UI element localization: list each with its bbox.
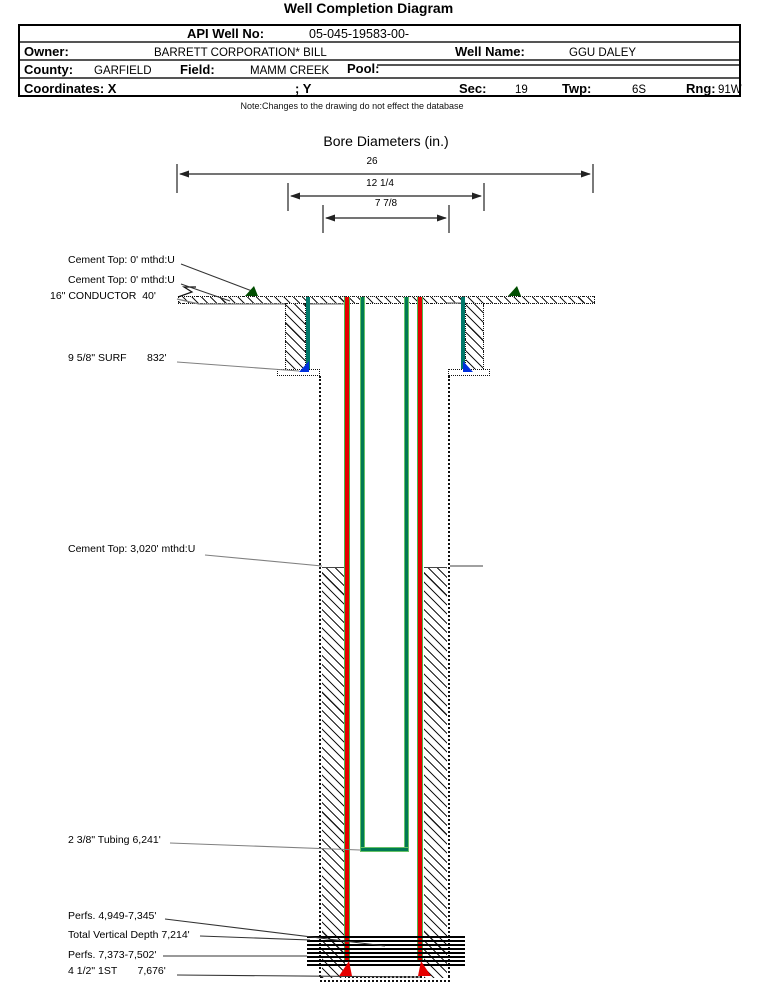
- perforation-bar: [307, 944, 465, 946]
- twp-value: 6S: [632, 84, 647, 96]
- cement-top-marker-icon: [508, 286, 521, 296]
- county-value: GARFIELD: [94, 65, 152, 77]
- surface-shoe-step-left: [277, 369, 320, 376]
- perforation-bar: [307, 956, 465, 958]
- owner-label: Owner:: [24, 44, 69, 59]
- arrowhead-icon: [472, 193, 482, 200]
- perforation-bar: [307, 948, 465, 950]
- arrowhead-icon: [437, 215, 447, 222]
- annotation-production-casing: 4 1/2" 1ST 7,676': [68, 965, 166, 977]
- perforation-bar: [307, 940, 465, 942]
- arrowhead-icon: [290, 193, 300, 200]
- surface-shoe-step-right: [448, 369, 490, 376]
- annotation-tvd: Total Vertical Depth 7,214': [68, 929, 190, 941]
- annotation-conductor: 16" CONDUCTOR 40': [50, 290, 156, 302]
- note-text: Note:Changes to the drawing do not effect the database: [240, 101, 464, 111]
- tubing-bottom: [360, 847, 409, 852]
- perforation-bar: [307, 960, 465, 962]
- bore-diameters-title: Bore Diameters (in.): [323, 133, 449, 149]
- tubing-right: [404, 297, 409, 852]
- production-cement-left: [322, 567, 345, 978]
- borehole-wall-right: [448, 376, 450, 977]
- rng-value: 91W: [718, 84, 742, 96]
- page-title: Well Completion Diagram: [283, 0, 454, 16]
- rng-label: Rng:: [686, 81, 716, 96]
- tubing-left: [360, 297, 365, 852]
- annotation-perfs-upper: Perfs. 4,949-7,345': [68, 910, 157, 922]
- production-casing-right: [417, 297, 423, 962]
- bore-dim-7-7-8: 7 7/8: [374, 198, 398, 209]
- field-label: Field:: [180, 62, 215, 77]
- header-table: [18, 24, 741, 97]
- bore-dim-26: 26: [366, 156, 378, 167]
- row-divider: [20, 41, 739, 43]
- annotation-surface-casing: 9 5/8" SURF 832': [68, 352, 167, 364]
- api-well-no-label: API Well No:: [187, 26, 265, 41]
- annotation-cement-top-surface: Cement Top: 0' mthd:U: [68, 274, 175, 286]
- perforation-bar: [307, 936, 465, 938]
- leader-cement-top-3020: [205, 555, 322, 566]
- pool-underline: [377, 64, 739, 66]
- annotation-perfs-lower: Perfs. 7,373-7,502': [68, 949, 157, 961]
- county-label: County:: [24, 62, 74, 77]
- sec-label: Sec:: [459, 81, 487, 96]
- sec-value: 19: [515, 84, 528, 96]
- field-value: MAMM CREEK: [250, 65, 330, 77]
- well-name-value: GGU DALEY: [569, 47, 637, 59]
- twp-label: Twp:: [562, 81, 592, 96]
- conductor-band-26in: [178, 296, 595, 304]
- bore-dim-12-1-4: 12 1/4: [366, 178, 394, 189]
- production-casing-left: [344, 297, 350, 962]
- api-well-no-value: 05-045-19583-00-: [309, 27, 410, 41]
- annotation-tubing: 2 3/8" Tubing 6,241': [68, 834, 161, 846]
- coordinates-label: Coordinates: X: [24, 81, 117, 96]
- arrowhead-icon: [581, 171, 591, 178]
- production-cement-right: [424, 567, 447, 978]
- surface-casing-left: [306, 297, 310, 369]
- pool-label: Pool:: [347, 61, 380, 76]
- arrowhead-icon: [325, 215, 335, 222]
- cement-top-marker-icon: [245, 286, 258, 296]
- annotation-cement-top-conductor: Cement Top: 0' mthd:U: [68, 254, 175, 266]
- leader-cement-top-1: [181, 264, 252, 291]
- surface-cement-column-left: [285, 303, 306, 371]
- perforation-bar: [307, 964, 465, 966]
- well-name-label: Well Name:: [455, 44, 525, 59]
- surface-casing-right: [461, 297, 465, 369]
- leader-tvd: [200, 936, 310, 940]
- borehole-wall-left: [319, 376, 321, 977]
- annotation-cement-top-production: Cement Top: 3,020' mthd:U: [68, 543, 196, 555]
- coordinates-y-label: ; Y: [295, 81, 312, 96]
- perforation-bar: [307, 952, 465, 954]
- arrowhead-icon: [179, 171, 189, 178]
- surface-cement-column-right: [465, 303, 484, 371]
- owner-value: BARRETT CORPORATION* BILL: [154, 47, 327, 59]
